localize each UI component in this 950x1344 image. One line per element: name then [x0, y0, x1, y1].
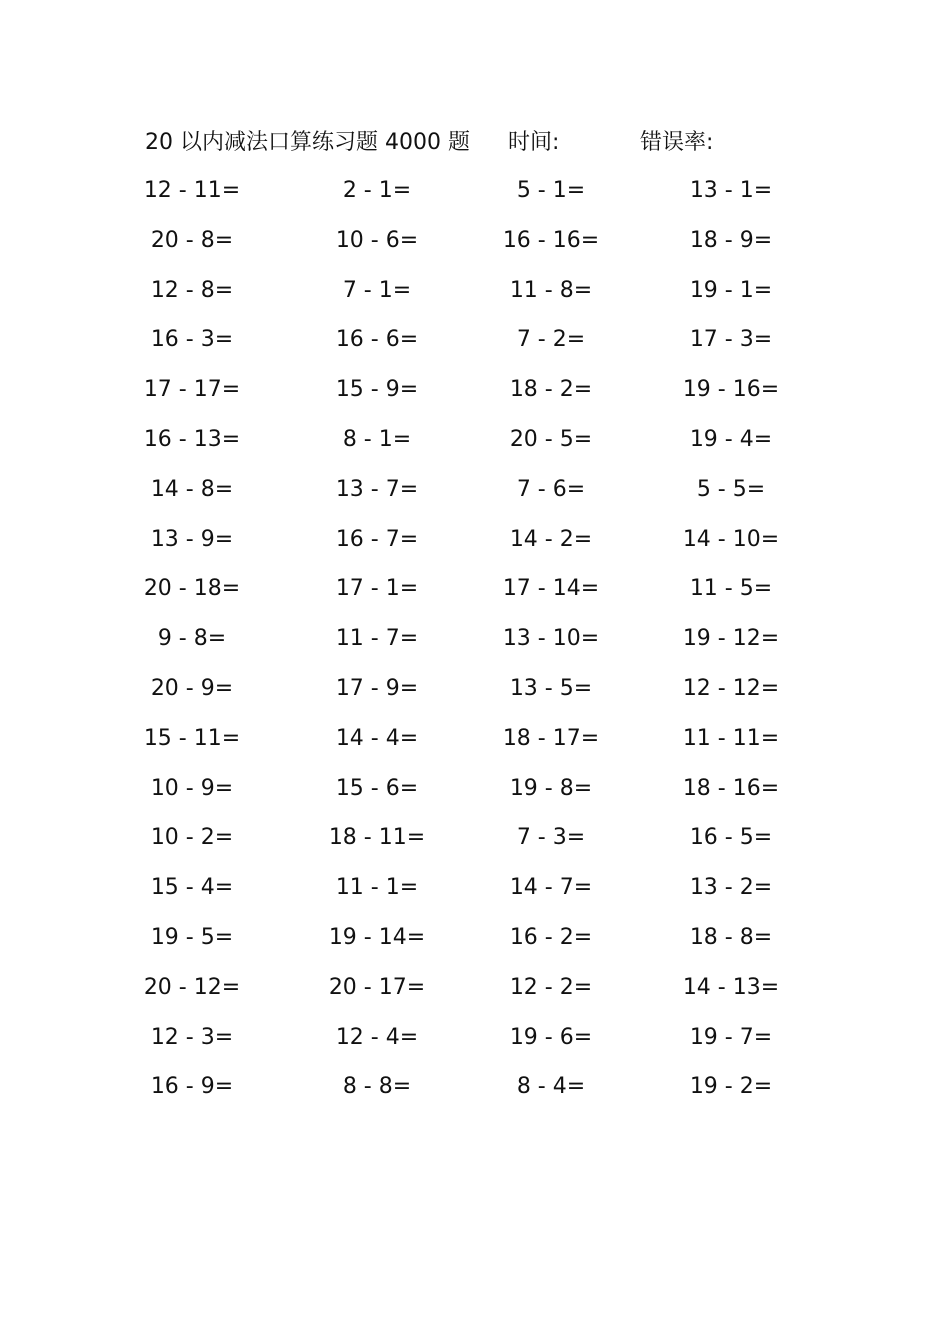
problem-item: 9 - 8= [157, 626, 227, 652]
problem-item: 19 - 2= [689, 1074, 773, 1100]
problem-item: 11 - 7= [335, 626, 419, 652]
problem-item: 17 - 9= [335, 675, 419, 701]
problem-item: 12 - 4= [335, 1024, 419, 1050]
problem-item: 11 - 8= [509, 277, 593, 303]
problem-row [0, 224, 950, 274]
problem-item: 8 - 8= [342, 1074, 412, 1100]
problem-row [0, 1070, 950, 1120]
problem-item: 16 - 13= [143, 426, 241, 452]
problem-item: 19 - 8= [509, 775, 593, 801]
problem-row [0, 323, 950, 373]
problem-item: 20 - 18= [143, 576, 241, 602]
problem-row [0, 523, 950, 573]
problem-item: 16 - 7= [335, 526, 419, 552]
problem-item: 11 - 11= [682, 725, 780, 751]
problem-item: 16 - 16= [502, 227, 600, 253]
problem-item: 20 - 5= [509, 426, 593, 452]
problem-item: 17 - 3= [689, 327, 773, 353]
problem-item: 17 - 1= [335, 576, 419, 602]
problem-item: 16 - 6= [335, 327, 419, 353]
problem-row [0, 174, 950, 224]
problem-item: 12 - 3= [150, 1024, 234, 1050]
problem-item: 18 - 9= [689, 227, 773, 253]
problem-item: 16 - 2= [509, 924, 593, 950]
problem-row [0, 672, 950, 722]
problem-item: 8 - 4= [516, 1074, 586, 1100]
worksheet-title: 20 以内减法口算练习题 4000 题 [145, 130, 470, 155]
problem-item: 12 - 2= [509, 974, 593, 1000]
problem-item: 13 - 10= [502, 626, 600, 652]
problem-item: 19 - 14= [328, 924, 426, 950]
problem-item: 14 - 2= [509, 526, 593, 552]
problem-item: 14 - 10= [682, 526, 780, 552]
problem-item: 15 - 6= [335, 775, 419, 801]
problem-item: 13 - 7= [335, 476, 419, 502]
problem-item: 12 - 8= [150, 277, 234, 303]
problem-item: 11 - 1= [335, 875, 419, 901]
problem-item: 20 - 9= [150, 675, 234, 701]
problem-item: 15 - 4= [150, 875, 234, 901]
problem-row [0, 473, 950, 523]
problem-grid [0, 174, 950, 1120]
problem-item: 14 - 8= [150, 476, 234, 502]
problem-row [0, 821, 950, 871]
problem-item: 20 - 8= [150, 227, 234, 253]
error-rate-label: 错误率: [640, 130, 714, 155]
problem-row [0, 373, 950, 423]
problem-item: 19 - 7= [689, 1024, 773, 1050]
problem-item: 16 - 9= [150, 1074, 234, 1100]
problem-row [0, 622, 950, 672]
problem-item: 18 - 16= [682, 775, 780, 801]
problem-item: 19 - 6= [509, 1024, 593, 1050]
problem-item: 7 - 2= [516, 327, 586, 353]
problem-item: 19 - 4= [689, 426, 773, 452]
problem-item: 10 - 2= [150, 825, 234, 851]
problem-item: 17 - 17= [143, 377, 241, 403]
problem-item: 14 - 7= [509, 875, 593, 901]
problem-item: 16 - 5= [689, 825, 773, 851]
problem-item: 18 - 2= [509, 377, 593, 403]
problem-item: 5 - 5= [696, 476, 766, 502]
problem-item: 7 - 6= [516, 476, 586, 502]
problem-item: 19 - 5= [150, 924, 234, 950]
problem-item: 13 - 1= [689, 178, 773, 203]
problem-row [0, 274, 950, 324]
problem-item: 10 - 6= [335, 227, 419, 253]
problem-item: 15 - 9= [335, 377, 419, 403]
problem-item: 18 - 17= [502, 725, 600, 751]
problem-item: 20 - 17= [328, 974, 426, 1000]
problem-item: 12 - 12= [682, 675, 780, 701]
problem-item: 14 - 4= [335, 725, 419, 751]
problem-item: 19 - 12= [682, 626, 780, 652]
problem-item: 13 - 5= [509, 675, 593, 701]
problem-item: 13 - 2= [689, 875, 773, 901]
problem-item: 11 - 5= [689, 576, 773, 602]
problem-item: 18 - 8= [689, 924, 773, 950]
problem-item: 20 - 12= [143, 974, 241, 1000]
problem-item: 8 - 1= [342, 426, 412, 452]
problem-row [0, 572, 950, 622]
problem-row [0, 1021, 950, 1071]
time-label: 时间: [508, 130, 560, 155]
problem-item: 7 - 1= [342, 277, 412, 303]
problem-item: 5 - 1= [516, 178, 586, 203]
problem-row [0, 772, 950, 822]
problem-item: 10 - 9= [150, 775, 234, 801]
problem-item: 7 - 3= [516, 825, 586, 851]
problem-item: 18 - 11= [328, 825, 426, 851]
problem-item: 2 - 1= [342, 178, 412, 203]
problem-row [0, 722, 950, 772]
problem-item: 14 - 13= [682, 974, 780, 1000]
problem-row [0, 921, 950, 971]
problem-item: 16 - 3= [150, 327, 234, 353]
problem-item: 12 - 11= [143, 178, 241, 203]
problem-row [0, 423, 950, 473]
problem-item: 19 - 16= [682, 377, 780, 403]
problem-item: 19 - 1= [689, 277, 773, 303]
problem-item: 17 - 14= [502, 576, 600, 602]
problem-item: 15 - 11= [143, 725, 241, 751]
problem-item: 13 - 9= [150, 526, 234, 552]
problem-row [0, 971, 950, 1021]
problem-row [0, 871, 950, 921]
